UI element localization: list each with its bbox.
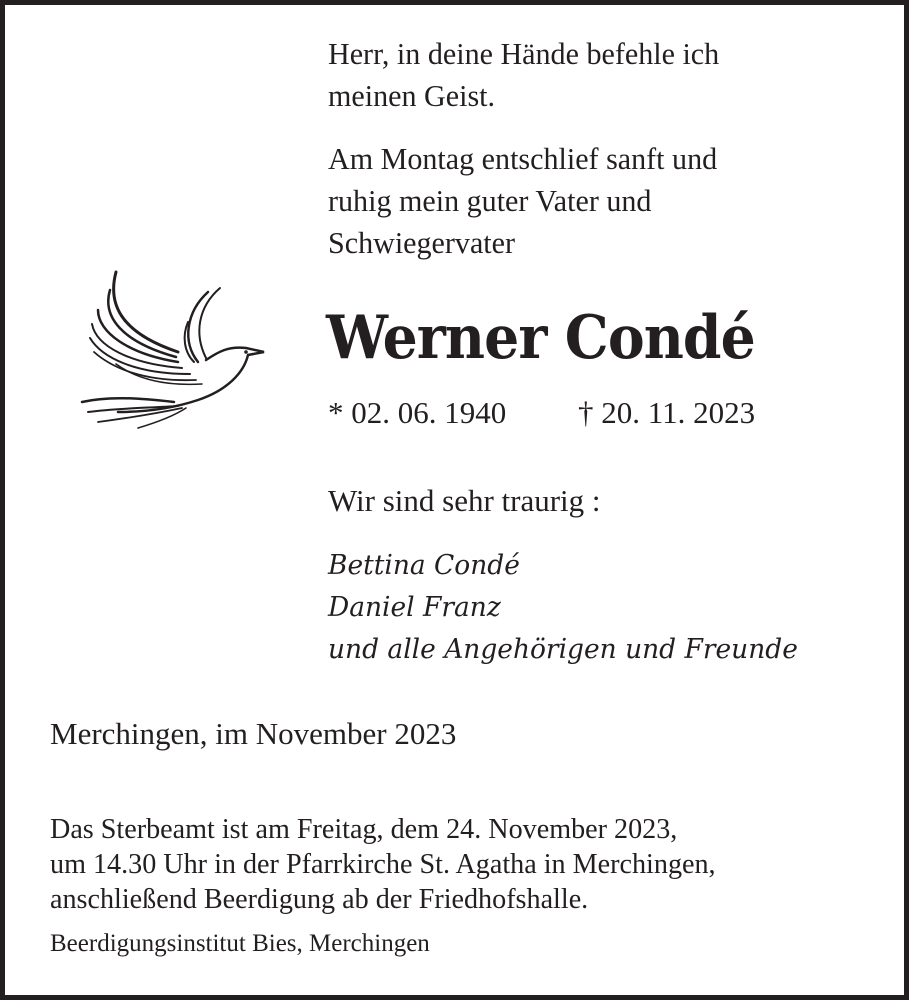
life-dates xyxy=(328,392,755,434)
verse-line: Herr, in deine Hände befehle ich xyxy=(328,36,720,71)
mourner: Daniel Franz xyxy=(328,592,501,623)
mourner: und alle Angehörigen und Freunde xyxy=(328,634,798,665)
intro-line: ruhig mein guter Vater und xyxy=(328,183,652,218)
verse-line: meinen Geist. xyxy=(328,78,496,113)
mourner: Bettina Condé xyxy=(328,550,520,581)
bible-verse xyxy=(328,33,719,117)
service-line: um 14.30 Uhr in der Pfarrkirche St. Agatha in Merchingen, xyxy=(50,848,716,880)
intro-line: Schwiegervater xyxy=(328,225,516,260)
deceased-name: Werner Condé xyxy=(326,303,755,373)
death-date: † 20. 11. 2023 xyxy=(578,395,756,430)
service-line: Das Sterbeamt ist am Freitag, dem 24. November 2023, xyxy=(50,813,678,845)
mourners-list xyxy=(328,545,798,671)
birth-date: * 02. 06. 1940 xyxy=(328,395,507,430)
intro-text xyxy=(328,138,717,264)
intro-line: Am Montag entschlief sanft und xyxy=(328,141,718,176)
mourning-line: Wir sind sehr traurig : xyxy=(328,483,601,518)
service-line: anschließend Beerdigung ab der Friedhofshalle. xyxy=(50,883,589,915)
service-details xyxy=(50,812,716,917)
funeral-home: Beerdigungsinstitut Bies, Merchingen xyxy=(50,930,430,957)
dove-icon xyxy=(78,262,278,442)
place-date: Merchingen, im November 2023 xyxy=(50,716,457,751)
